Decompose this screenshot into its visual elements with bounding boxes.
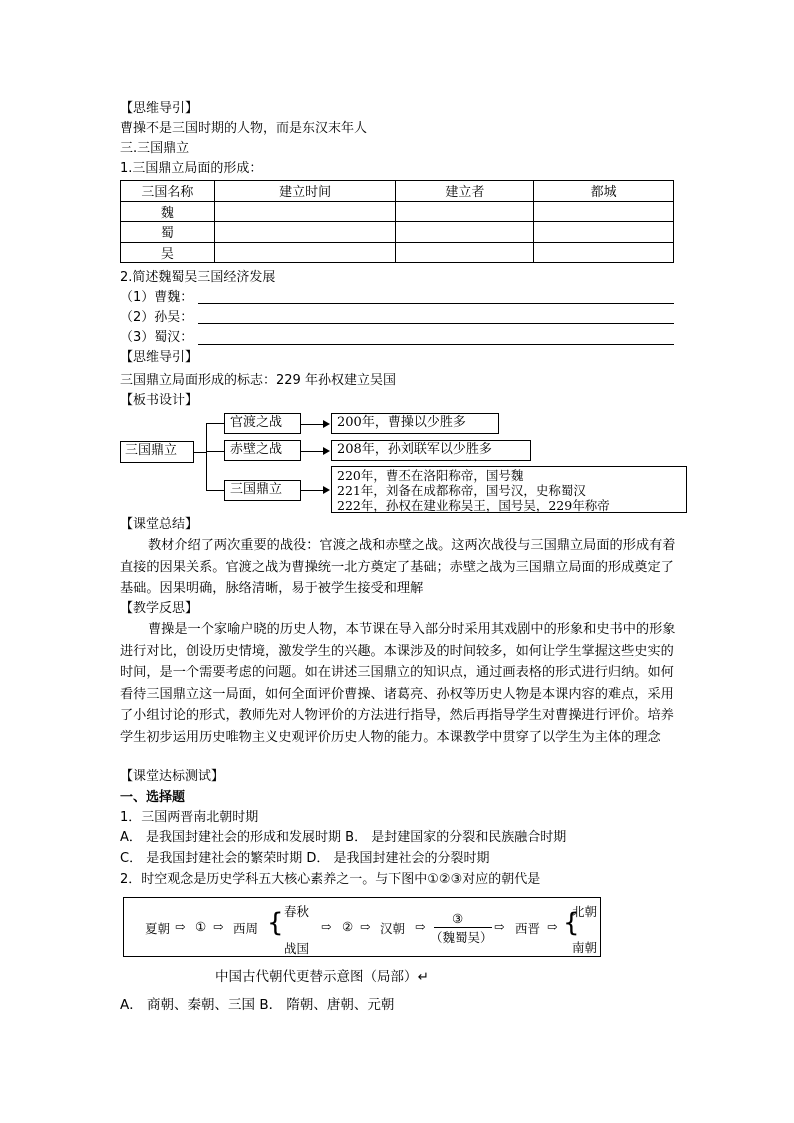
section-heading: 【课堂总结】 (120, 517, 199, 532)
dynasty-label: 战国 (284, 941, 310, 956)
connector (301, 490, 324, 491)
connector (301, 424, 324, 425)
three-kingdoms-table (120, 180, 674, 263)
dynasty-label: 夏朝 (145, 921, 171, 936)
table-header: 建立时间 (214, 181, 396, 202)
board-root: 三国鼎立 (120, 441, 194, 463)
board-note-line: 220年，曹丕在洛阳称帝，国号魏 (337, 468, 524, 483)
dynasty-label: 西周 (233, 921, 259, 936)
arrow-icon: ⇨ (360, 919, 371, 934)
section-heading: 【教学反思】 (120, 601, 199, 616)
table-cell (214, 201, 396, 222)
table-cell (214, 242, 396, 263)
fill-blank (198, 323, 674, 324)
arrow-icon: ⇨ (213, 919, 224, 934)
question: 2．时空观念是历史学科五大核心素养之一。与下图中①②③对应的朝代是 (120, 872, 541, 887)
arrow-icon: ⇨ (321, 919, 332, 934)
section-heading: 【板书设计】 (120, 393, 199, 408)
options: C． 是我国封建社会的繁荣时期 D． 是我国封建社会的分裂时期 (120, 851, 490, 866)
dynasty-label: 西晋 (515, 921, 541, 936)
arrow-icon: ⇨ (547, 919, 558, 934)
board-note-line: 222年，孙权在建业称吴王，国号吴，229年称帝 (337, 498, 610, 513)
fill-blank (198, 344, 674, 345)
dynasty-label: ② (342, 919, 354, 934)
arrow-icon: ⇨ (175, 919, 186, 934)
section-title: 一、选择题 (120, 790, 186, 805)
options: A． 是我国封建社会的形成和发展时期 B． 是封建国家的分裂和民族融合时期 (120, 830, 567, 845)
table-cell (396, 222, 534, 243)
options: A． 商朝、秦朝、三国 B． 隋朝、唐朝、元朝 (120, 997, 395, 1013)
section-title: 三.三国鼎立 (120, 141, 190, 156)
connector (206, 490, 224, 491)
table-cell (534, 222, 674, 243)
table-row (121, 222, 674, 243)
section-heading: 【思维导引】 (120, 101, 199, 116)
table-cell (396, 242, 534, 263)
table-cell (214, 222, 396, 243)
question: 1．三国两晋南北朝时期 (120, 810, 259, 825)
table-cell (534, 242, 674, 263)
table-row (121, 242, 674, 263)
connector (194, 452, 206, 453)
arrow-icon (323, 447, 330, 455)
arrow-icon (323, 420, 330, 428)
brace-icon: { (563, 908, 580, 938)
board-note: 200年，曹操以少胜多 (331, 413, 499, 434)
board-note-line: 221年，刘备在成都称帝，国号汉，史称蜀汉 (337, 483, 586, 498)
connector (206, 451, 224, 452)
connector (206, 423, 224, 424)
arrow-icon: ⇨ (415, 919, 426, 934)
arrow-icon (323, 486, 330, 494)
table-cell (534, 201, 674, 222)
diagram-caption: 中国古代朝代更替示意图（局部）↵ (215, 969, 429, 985)
table-header: 三国名称 (121, 181, 215, 202)
text-line: 曹操不是三国时期的人物，而是东汉末年人 (120, 121, 368, 136)
section-heading: 【思维导引】 (120, 350, 199, 365)
table-header-row (121, 181, 674, 202)
dynasty-label: 汉朝 (380, 921, 406, 936)
question: 1.三国鼎立局面的形成： (120, 161, 263, 176)
dynasty-label: ① (195, 919, 207, 934)
table-header: 都城 (534, 181, 674, 202)
summary-paragraph (120, 535, 676, 600)
dynasty-label: 北朝 (572, 904, 598, 919)
dynasty-label: 春秋 (284, 904, 310, 919)
board-note (331, 466, 687, 513)
board-note: 208年，孙刘联军以少胜多 (331, 440, 531, 461)
fill-label: （1）曹魏： (120, 290, 194, 305)
board-branch: 官渡之战 (224, 413, 301, 434)
arrow-icon: ⇨ (494, 919, 505, 934)
dynasty-label: 南朝 (572, 940, 598, 955)
text-line: 三国鼎立局面形成的标志：229 年孙权建立吴国 (120, 373, 396, 388)
table-row (121, 201, 674, 222)
fill-label: （2）孙吴： (120, 310, 194, 325)
table-cell: 魏 (121, 201, 215, 222)
connector (206, 423, 207, 490)
section-heading: 【课堂达标测试】 (120, 769, 225, 784)
table-cell: 蜀 (121, 222, 215, 243)
dynasty-label: ③ (452, 911, 464, 926)
question: 2.简述魏蜀吴三国经济发展 (120, 270, 276, 285)
dynasty-diagram (123, 897, 601, 957)
dynasty-label: （魏蜀吴） (430, 930, 493, 945)
table-cell: 吴 (121, 242, 215, 263)
fill-label: （3）蜀汉： (120, 330, 194, 345)
reflection-paragraph (120, 619, 676, 748)
board-branch: 三国鼎立 (224, 480, 301, 501)
table-cell (396, 201, 534, 222)
summary-text: 教材介绍了两次重要的战役：官渡之战和赤壁之战。这两次战役与三国鼎立局面的形成有着直接的因果关系。官渡之战为曹操统一北方奠定了基础；赤壁之战为三国鼎立局面的形成奠定了基础。因果明确，脉络清晰，易于被学生接受和理解 (120, 538, 676, 596)
board-branch: 赤壁之战 (224, 440, 301, 461)
fill-blank (198, 303, 674, 304)
brace-icon: { (267, 908, 284, 938)
reflection-text: 曹操是一个家喻户晓的历史人物，本节课在导入部分时采用其戏剧中的形象和史书中的形象进行对比，创设历史情境，激发学生的兴趣。本课涉及的时间较多，如何让学生掌握这些史实的时间，是一个需要考虑的问题。如在讲述三国鼎立的知识点，通过画表格的形式进行归纳。如何看待三国鼎立这一局面，如何全面评价曹操、诸葛亮、孙权等历史人物是本课内容的难点，采用了小组讨论的形式，教师先对人物评价的方法进行指导，然后再指导学生对曹操进行评价。培养学生初步运用历史唯物主义史观评价历史人物的能力。本课教学中贯穿了以学生为主体的理念 (120, 622, 676, 745)
connector (301, 451, 324, 452)
table-header: 建立者 (396, 181, 534, 202)
